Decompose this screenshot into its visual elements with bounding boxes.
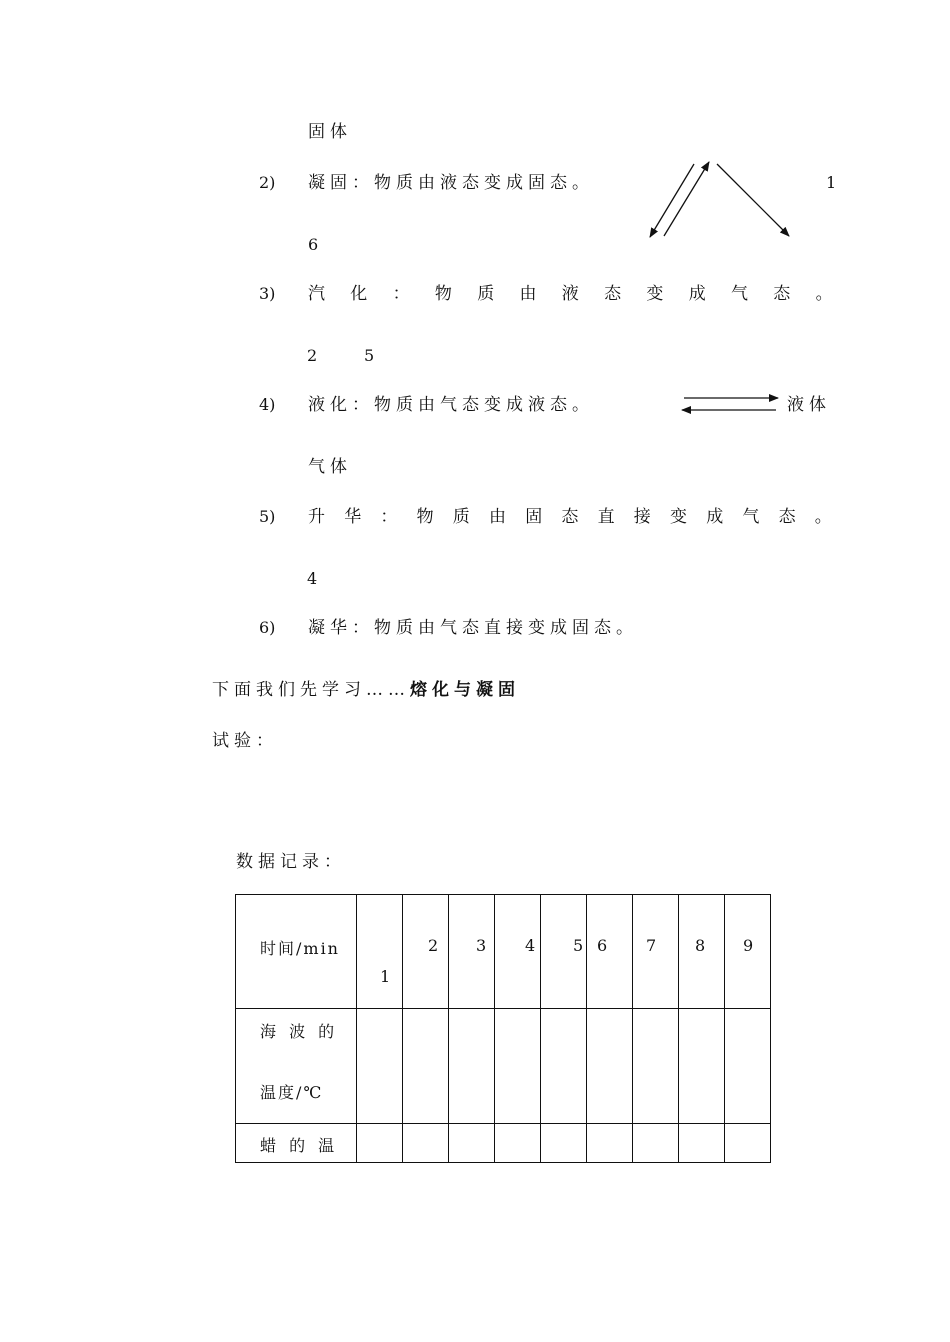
item-3-number: 3) — [259, 284, 276, 303]
item-4-number: 4) — [259, 395, 276, 414]
spaced-char: 由 — [489, 507, 506, 527]
solid-label: 固体 — [308, 122, 352, 142]
row-label-wax: 蜡 的 温 — [260, 1136, 339, 1155]
table-cell — [403, 1124, 449, 1163]
data-record-heading: 数据记录： — [236, 852, 346, 872]
row-label-hypo-line1: 海 波 的 — [260, 1022, 339, 1041]
table-cell — [495, 1124, 541, 1163]
arrow-top-to-liquid — [717, 164, 789, 236]
spaced-char: 升 — [308, 507, 325, 527]
liquid-label: 液体 — [787, 395, 831, 415]
time-cell: 6 — [597, 936, 608, 955]
experiment-heading: 试验： — [212, 731, 278, 751]
item-4-text: 液化：物质由气态变成液态。 — [308, 395, 594, 415]
spaced-char: 态 — [773, 284, 791, 304]
spaced-char: 化 — [350, 284, 368, 304]
next-section-topic: 熔化与凝固 — [410, 680, 520, 700]
item-2-number: 2) — [259, 173, 276, 192]
time-cell: 4 — [525, 936, 536, 955]
time-cell: 5 — [573, 936, 584, 955]
row-label-cell — [236, 1124, 357, 1163]
diagram-marker-5: 5 — [364, 346, 375, 365]
diagram-marker-2: 2 — [307, 346, 318, 365]
table-cell — [725, 1124, 771, 1163]
spaced-char: 直 — [597, 507, 615, 527]
spaced-char: 接 — [633, 507, 651, 527]
spaced-char: 。 — [814, 507, 832, 527]
next-section-prefix: 下面我们先学习…… — [212, 680, 410, 700]
spaced-char: 。 — [815, 284, 833, 304]
time-cell: 8 — [695, 936, 706, 955]
table-cell — [403, 1009, 449, 1124]
table-cell — [449, 1124, 495, 1163]
spaced-char: 成 — [706, 507, 724, 527]
spaced-char: 气 — [742, 507, 760, 527]
table-cell — [725, 1009, 771, 1124]
spaced-char: 由 — [519, 284, 537, 304]
spaced-char: ： — [392, 284, 410, 304]
time-cell: 3 — [476, 936, 487, 955]
gas-label: 气体 — [308, 457, 352, 477]
diagram-marker-4: 4 — [307, 569, 318, 588]
spaced-char: 变 — [646, 284, 664, 304]
time-cell: 9 — [743, 936, 754, 955]
item-6-number: 6) — [259, 618, 276, 637]
spaced-char: 质 — [477, 284, 495, 304]
table-cell — [357, 1009, 403, 1124]
table-cell — [633, 1009, 679, 1124]
diagram-marker-1: 1 — [826, 173, 837, 192]
row-label-hypo-line2: 温度/℃ — [260, 1083, 324, 1102]
spaced-char: 气 — [731, 284, 748, 304]
table-cell — [633, 1124, 679, 1163]
time-cell: 7 — [646, 936, 657, 955]
spaced-char: 华 — [344, 507, 362, 527]
data-record-table — [235, 894, 771, 1163]
table-cell — [587, 1009, 633, 1124]
diagram-marker-6: 6 — [308, 235, 319, 254]
arrow-top-to-solid — [650, 164, 694, 237]
row-label-cell — [236, 1009, 357, 1124]
spaced-char: 态 — [778, 507, 796, 527]
table-header-row — [236, 895, 771, 1009]
table-cell — [541, 1009, 587, 1124]
spaced-char: 成 — [688, 284, 706, 304]
table-cell — [541, 1124, 587, 1163]
spaced-char: 质 — [452, 507, 470, 527]
spaced-char: 液 — [561, 284, 579, 304]
item-2-text: 凝固：物质由液态变成固态。 — [308, 173, 594, 193]
spaced-char: ： — [380, 507, 398, 527]
table-cell — [679, 1009, 725, 1124]
table-cell — [357, 1124, 403, 1163]
item-6-text: 凝华：物质由气态直接变成固态。 — [308, 618, 638, 638]
table-cell — [679, 1124, 725, 1163]
time-cell: 2 — [428, 936, 439, 955]
header-label-cell — [236, 895, 357, 1009]
item-5-number: 5) — [259, 507, 276, 526]
table-row — [236, 1124, 771, 1163]
spaced-char: 汽 — [308, 284, 325, 304]
time-cell: 1 — [380, 967, 391, 986]
arrow-solid-to-top — [664, 162, 709, 236]
header-time-label: 时间/min — [260, 939, 340, 958]
table-cell — [587, 1124, 633, 1163]
table-cell — [495, 1009, 541, 1124]
table-cell — [449, 1009, 495, 1124]
spaced-char: 物 — [434, 284, 452, 304]
table-row — [236, 1009, 771, 1124]
spaced-char: 固 — [525, 507, 543, 527]
spaced-char: 态 — [604, 284, 622, 304]
spaced-char: 态 — [561, 507, 579, 527]
spaced-char: 物 — [416, 507, 434, 527]
spaced-char: 变 — [670, 507, 687, 527]
